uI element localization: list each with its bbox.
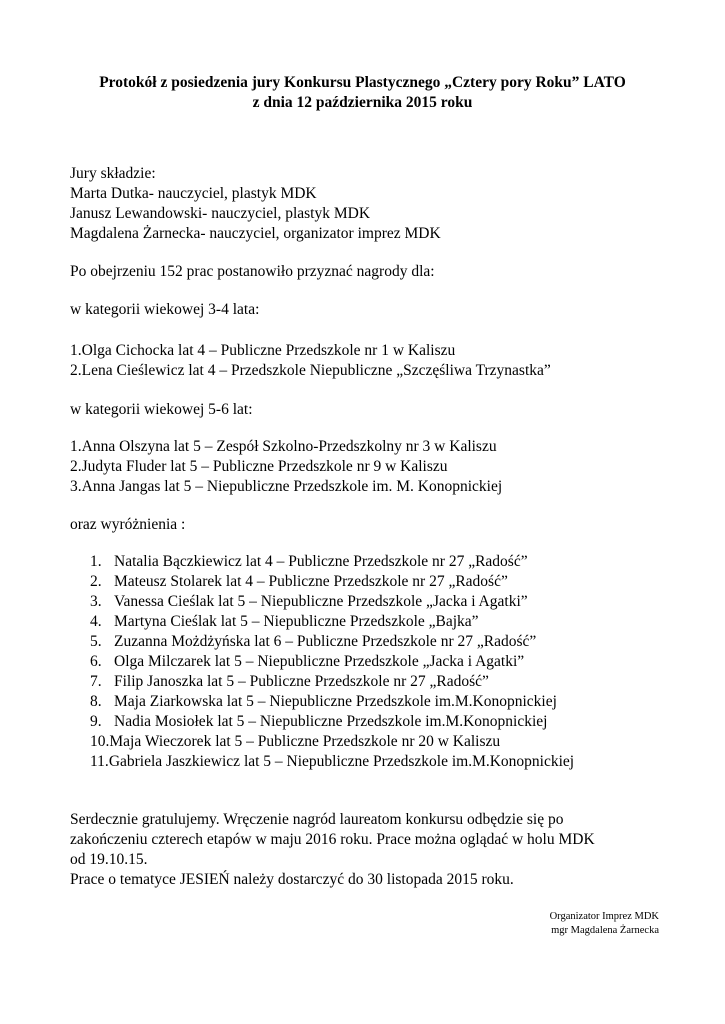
award-item: 1.Olga Cichocka lat 4 – Publiczne Przedszkole nr 1 w Kaliszu xyxy=(70,342,456,359)
distinction-text: Gabriela Jaszkiewicz lat 5 – Niepubliczne Przedszkole im.M.Konopnickiej xyxy=(108,753,575,770)
list-number: 10. xyxy=(90,733,110,750)
signature-title: Organizator Imprez MDK xyxy=(549,911,659,922)
distinction-item xyxy=(90,692,557,712)
distinction-text: Nadia Mosiołek lat 5 – Niepubliczne Przedszkole im.M.Konopnickiej xyxy=(114,713,548,730)
closing-paragraph-line: Prace o tematyce JESIEŃ należy dostarczyć do 30 listopada 2015 roku. xyxy=(70,871,514,888)
list-number: 8. xyxy=(90,693,102,710)
distinction-item xyxy=(90,592,528,612)
list-number: 4. xyxy=(90,613,102,630)
distinction-text: Maja Wieczorek lat 5 – Publiczne Przedszkole nr 20 w Kaliszu xyxy=(109,733,501,750)
document-title-line2: z dnia 12 października 2015 roku xyxy=(252,94,473,111)
distinction-item xyxy=(90,712,547,732)
distinction-item xyxy=(90,552,528,572)
list-number: 2. xyxy=(90,573,102,590)
distinction-text: Filip Janoszka lat 5 – Publiczne Przedszkole nr 27 „Radość” xyxy=(114,673,489,690)
jury-member: Janusz Lewandowski- nauczyciel, plastyk MDK xyxy=(70,205,371,222)
distinction-text: Maja Ziarkowska lat 5 – Niepubliczne Przedszkole im.M.Konopnickiej xyxy=(114,693,557,710)
distinction-item xyxy=(90,612,479,632)
award-item: 3.Anna Jangas lat 5 – Niepubliczne Przedszkole im. M. Konopnickiej xyxy=(70,478,503,495)
distinction-item xyxy=(90,672,489,692)
list-number: 9. xyxy=(90,713,102,730)
document-title-line1: Protokół z posiedzenia jury Konkursu Plastycznego „Cztery pory Roku” LATO xyxy=(99,74,626,91)
award-item: 2.Lena Cieślewicz lat 4 – Przedszkole Niepubliczne „Szczęśliwa Trzynastka” xyxy=(70,362,551,379)
jury-member: Marta Dutka- nauczyciel, plastyk MDK xyxy=(70,185,317,202)
distinction-text: Olga Milczarek lat 5 – Niepubliczne Przedszkole „Jacka i Agatki” xyxy=(114,653,525,670)
distinction-item xyxy=(90,752,574,772)
jury-member: Magdalena Żarnecka- nauczyciel, organizator imprez MDK xyxy=(70,225,441,242)
distinction-text: Martyna Cieślak lat 5 – Niepubliczne Przedszkole „Bajka” xyxy=(114,613,479,630)
closing-paragraph-line: od 19.10.15. xyxy=(70,851,148,868)
list-number: 3. xyxy=(90,593,102,610)
distinction-item xyxy=(90,632,536,652)
closing-paragraph-line: zakończeniu czterech etapów w maju 2016 roku. Prace można oglądać w holu MDK xyxy=(70,831,595,848)
distinction-item xyxy=(90,652,524,672)
category-heading: w kategorii wiekowej 3-4 lata: xyxy=(70,301,260,318)
distinction-text: Zuzanna Możdżyńska lat 6 – Publiczne Przedszkole nr 27 „Radość” xyxy=(114,633,537,650)
distinction-item xyxy=(90,732,500,752)
distinction-text: Vanessa Cieślak lat 5 – Niepubliczne Przedszkole „Jacka i Agatki” xyxy=(114,593,528,610)
list-number: 6. xyxy=(90,653,102,670)
distinction-text: Natalia Bączkiewicz lat 4 – Publiczne Przedszkole nr 27 „Radość” xyxy=(114,553,528,570)
jury-heading: Jury składzie: xyxy=(70,165,156,182)
list-number: 11. xyxy=(90,753,109,770)
distinction-item xyxy=(90,572,508,592)
category-heading: w kategorii wiekowej 5-6 lat: xyxy=(70,401,253,418)
list-number: 7. xyxy=(90,673,102,690)
signature-name: mgr Magdalena Żarnecka xyxy=(551,925,659,936)
award-item: 1.Anna Olszyna lat 5 – Zespół Szkolno-Przedszkolny nr 3 w Kaliszu xyxy=(70,438,497,455)
distinctions-heading: oraz wyróżnienia : xyxy=(70,516,186,533)
award-item: 2.Judyta Fluder lat 5 – Publiczne Przedszkole nr 9 w Kaliszu xyxy=(70,458,448,475)
list-number: 5. xyxy=(90,633,102,650)
distinction-text: Mateusz Stolarek lat 4 – Publiczne Przedszkole nr 27 „Radość” xyxy=(114,573,508,590)
list-number: 1. xyxy=(90,553,102,570)
intro-text: Po obejrzeniu 152 prac postanowiło przyznać nagrody dla: xyxy=(70,263,435,280)
closing-paragraph-line: Serdecznie gratulujemy. Wręczenie nagród laureatom konkursu odbędzie się po xyxy=(70,811,564,828)
